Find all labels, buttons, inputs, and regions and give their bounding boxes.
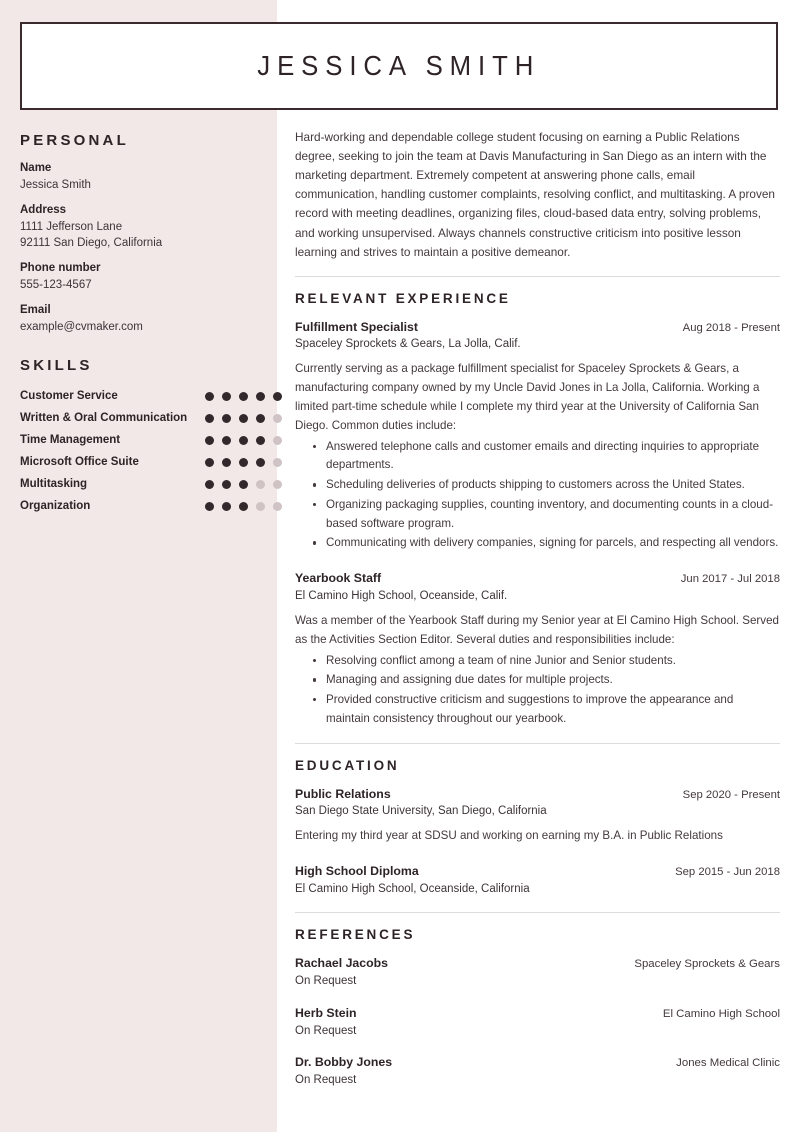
entry-title: Fulfillment Specialist: [295, 319, 418, 334]
rating-dot-filled: [222, 414, 231, 423]
rating-dot-filled: [256, 414, 265, 423]
rating-dot-empty: [273, 480, 282, 489]
entry-subtitle: Spaceley Sprockets & Gears, La Jolla, Calif.: [295, 338, 521, 351]
rating-dot-filled: [239, 480, 248, 489]
skill-rating-dots: [205, 392, 282, 401]
rating-dot-filled: [239, 458, 248, 467]
field-label: Phone number: [20, 262, 101, 275]
experience-list: [295, 318, 780, 729]
skill-label: Time Management: [20, 434, 121, 447]
field-label: Address: [20, 204, 67, 216]
rating-dot-filled: [222, 436, 231, 445]
reference-header: [295, 954, 780, 973]
skill-label: Multitasking: [20, 478, 88, 491]
field-label: Name: [20, 162, 52, 174]
skill-rating-dots: [205, 480, 282, 489]
bullet-item: Answered telephone calls and customer emails and directing inquiries to appropriate departments.: [313, 438, 780, 476]
section-divider: [295, 743, 780, 744]
entry-bullet-list: [295, 652, 780, 729]
field-value-line2: 92111 San Diego, California: [20, 237, 163, 249]
entry-title: High School Diploma: [295, 864, 419, 879]
rating-dot-filled: [222, 392, 231, 401]
skill-row: [20, 429, 255, 451]
experience-heading: RELEVANT EXPERIENCE: [295, 290, 511, 306]
rating-dot-filled: [239, 414, 248, 423]
bullet-item: Communicating with delivery companies, signing for parcels, and respecting all vendors.: [313, 534, 780, 553]
field-label: Email: [20, 304, 51, 317]
rating-dot-filled: [256, 458, 265, 467]
reference-header: [295, 1004, 780, 1023]
skill-rating-dots: [205, 458, 282, 467]
rating-dot-filled: [205, 480, 214, 489]
rating-dot-filled: [222, 480, 231, 489]
entry-date: Sep 2015 - Jun 2018: [675, 866, 780, 879]
rating-dot-filled: [205, 436, 214, 445]
skill-row: [20, 407, 255, 429]
rating-dot-filled: [222, 502, 231, 511]
bullet-item: Scheduling deliveries of products shipping to customers across the United States.: [313, 476, 780, 495]
rating-dot-empty: [256, 480, 265, 489]
personal-section: [20, 132, 255, 335]
entry: [295, 569, 780, 728]
reference-name: Rachael Jacobs: [295, 955, 388, 970]
entry-description: Was a member of the Yearbook Staff during my Senior year at El Camino High School. Served as the Activities Section Editor. Several duties and responsibilities include:: [295, 613, 779, 646]
field-value: Jessica Smith: [20, 178, 91, 191]
rating-dot-filled: [205, 392, 214, 401]
entry: [295, 318, 780, 554]
education-heading: EDUCATION: [295, 757, 400, 773]
rating-dot-empty: [273, 458, 282, 467]
rating-dot-filled: [239, 436, 248, 445]
entry-subtitle: El Camino High School, Oceanside, Calif.: [295, 589, 508, 602]
personal-field-phone: [20, 260, 255, 293]
skill-rating-dots: [205, 414, 282, 423]
rating-dot-filled: [222, 458, 231, 467]
experience-section: [295, 291, 780, 729]
section-divider: [295, 912, 780, 913]
personal-field-name: [20, 160, 255, 193]
entry-date: Jun 2017 - Jul 2018: [680, 573, 780, 586]
reference-organization: El Camino High School: [662, 1007, 780, 1020]
entry-header: [295, 785, 780, 803]
rating-dot-empty: [273, 502, 282, 511]
skill-row: [20, 495, 255, 517]
skill-row: [20, 451, 255, 473]
reference-name: Dr. Bobby Jones: [295, 1055, 393, 1070]
bullet-item: Managing and assigning due dates for multiple projects.: [313, 671, 780, 690]
entry-date: Sep 2020 - Present: [682, 788, 780, 801]
bullet-item: Organizing packaging supplies, counting inventory, and documenting counts in a cloud-based software program.: [313, 496, 780, 534]
entry-subtitle: San Diego State University, San Diego, California: [295, 805, 547, 818]
entry: [295, 862, 780, 898]
skill-label: Customer Service: [20, 390, 118, 403]
reference-row: [295, 954, 780, 990]
skill-label: Organization: [20, 500, 91, 513]
reference-status: On Request: [295, 1024, 357, 1037]
skills-list: [20, 385, 255, 517]
skill-rating-dots: [205, 436, 282, 445]
entry-description: Currently serving as a package fulfillment specialist for Spaceley Sprockets & Gears, a manufacturing company owned by my Uncle David Jones in La Jolla, California. Working a limited part-time schedule while I complete my third year at the University of California San Diego. Common duties include:: [295, 362, 760, 432]
entry-subtitle: El Camino High School, Oceanside, California: [295, 882, 530, 895]
skills-section: [20, 357, 255, 517]
reference-row: [295, 1004, 780, 1040]
bullet-item: Resolving conflict among a team of nine Junior and Senior students.: [313, 652, 780, 671]
entry: [295, 785, 780, 846]
rating-dot-filled: [256, 392, 265, 401]
entry-title: Public Relations: [295, 786, 391, 801]
rating-dot-filled: [256, 436, 265, 445]
references-heading: REFERENCES: [295, 926, 416, 942]
skills-heading: SKILLS: [20, 357, 93, 375]
bullet-item: Provided constructive criticism and suggestions to improve the appearance and maintain consistency throughout our yearbook.: [313, 691, 780, 729]
entry-spacer: [295, 848, 780, 862]
rating-dot-filled: [239, 392, 248, 401]
section-divider: [295, 276, 780, 277]
references-list: [295, 954, 780, 1089]
sidebar: [0, 110, 277, 517]
personal-heading: PERSONAL: [20, 132, 129, 149]
field-value: 555-123-4567: [20, 279, 92, 291]
personal-field-address: [20, 202, 255, 251]
entry-header: [295, 569, 780, 587]
header-name-box: [20, 22, 778, 110]
entry-header: [295, 318, 780, 336]
main-content: [295, 110, 780, 1103]
education-list: [295, 785, 780, 898]
education-section: [295, 758, 780, 898]
rating-dot-empty: [256, 502, 265, 511]
entry-bullet-list: [295, 438, 780, 554]
references-section: [295, 927, 780, 1089]
reference-status: On Request: [295, 974, 357, 987]
skill-rating-dots: [205, 502, 282, 511]
skill-row: [20, 385, 255, 407]
personal-field-email: [20, 302, 255, 335]
field-value-line1: 1111 Jefferson Lane: [20, 220, 123, 233]
profile-summary: Hard-working and dependable college student focusing on earning a Public Relations degree, seeking to join the team at Davis Manufacturing in San Diego as an intern with the marketing department. Extremely competent at answering phone calls, email communication, handling customer complaints, resolving conflict, and multitasking. A proven record with meeting deadlines, organizing files, cloud-based data entry, solving problems, and working unsupervised. Always channels constructive criticism into positive lesson learning and strives to maintain a positive demeanor.: [295, 130, 775, 259]
rating-dot-filled: [273, 392, 282, 401]
skill-label: Written & Oral Communication: [20, 412, 188, 425]
entry-date: Aug 2018 - Present: [682, 321, 780, 334]
rating-dot-filled: [239, 502, 248, 511]
skill-label: Microsoft Office Suite: [20, 456, 139, 469]
entry-title: Yearbook Staff: [295, 571, 382, 586]
entry-header: [295, 862, 780, 880]
rating-dot-filled: [205, 458, 214, 467]
reference-status: On Request: [295, 1074, 357, 1087]
entry-description: Entering my third year at SDSU and working on earning my B.A. in Public Relations: [295, 829, 723, 843]
page-title: JESSICA SMITH: [257, 50, 541, 81]
reference-row: [295, 1053, 780, 1089]
rating-dot-empty: [273, 436, 282, 445]
skill-row: [20, 473, 255, 495]
field-value: example@cvmaker.com: [20, 321, 143, 333]
entry-spacer: [295, 555, 780, 569]
rating-dot-filled: [205, 414, 214, 423]
reference-header: [295, 1053, 780, 1072]
reference-organization: Jones Medical Clinic: [676, 1057, 780, 1070]
reference-name: Herb Stein: [295, 1005, 357, 1020]
rating-dot-empty: [273, 414, 282, 423]
reference-organization: Spaceley Sprockets & Gears: [634, 957, 780, 970]
rating-dot-filled: [205, 502, 214, 511]
